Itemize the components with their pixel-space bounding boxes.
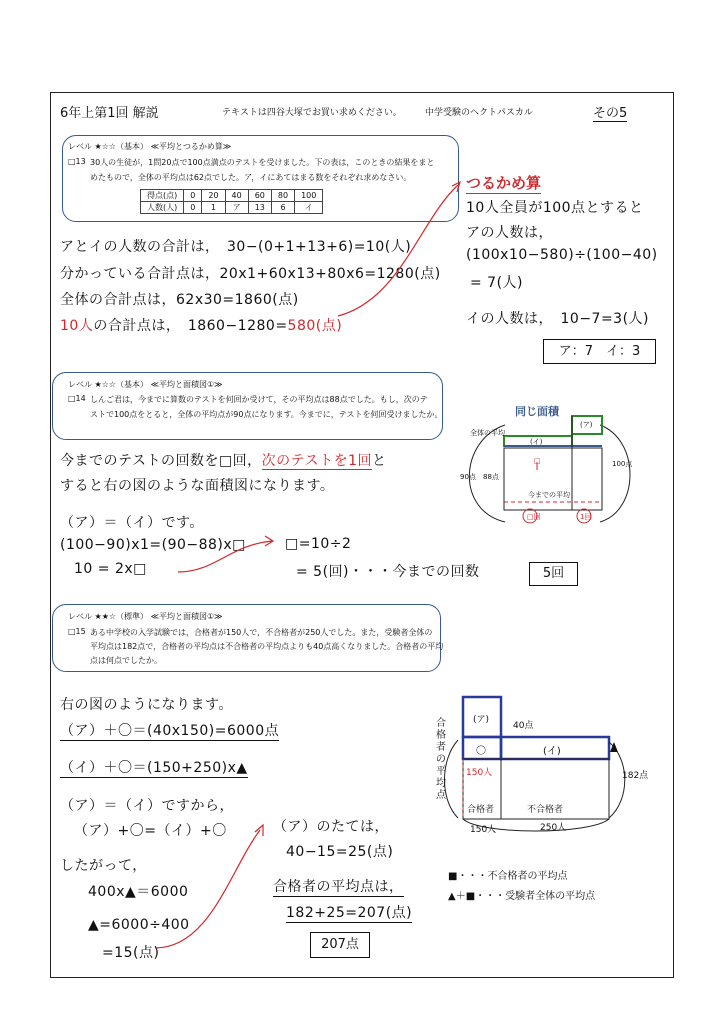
problem3-level: レベル ★★☆（標準） ≪平均と面積図①≫: [68, 612, 223, 621]
intro-line: すると右の図のような面積図になります。: [60, 478, 335, 494]
problem1-level: レベル ★☆☆（基本） ≪平均とつるかめ算≫: [68, 142, 232, 151]
line-text: の合計点は， 1860−1280=: [93, 318, 288, 334]
problem2-number: □14: [68, 394, 86, 403]
equation: (100−90)x1=(90−88)x□: [60, 537, 246, 553]
label-100: 100点: [612, 460, 633, 468]
solution-line: 合格者の平均点は，: [273, 876, 404, 897]
table-cell: 13: [248, 202, 271, 214]
solution-line: 40−15=25(点): [286, 844, 394, 860]
intro-text: 今までのテストの回数を□回，: [60, 453, 262, 469]
kai-label: □回: [527, 513, 541, 521]
solution-line: （ア）＋〇＝(40x150)=6000点: [60, 720, 279, 741]
equation: □=10÷2: [285, 536, 352, 552]
table-cell: 20: [202, 190, 225, 202]
intro-text: と: [372, 453, 387, 469]
tsuru-line: = 7(人): [470, 275, 524, 291]
table-cell: 1: [202, 202, 225, 214]
table-cell: ア: [225, 202, 248, 214]
answer-box: ア：7 イ：3: [543, 339, 656, 364]
solution-line: （イ）＋〇＝(150+250)x▲: [60, 757, 248, 778]
solution-line: 右の図のようになります。: [60, 697, 233, 713]
table-cell: 60: [248, 190, 271, 202]
header-part: その5: [593, 102, 627, 122]
equation: （ア）＝（イ）です。: [60, 515, 204, 531]
pass-label: 合格者: [467, 805, 495, 815]
page-title: 6年上第1回 解説: [60, 106, 159, 121]
fail-label: 不合格者: [527, 805, 564, 815]
label-88: 88点: [483, 473, 499, 481]
table-cell: 0: [184, 202, 202, 214]
problem2-text: ストで100点をとると，全体の平均点が90点になります。今までに，テストを何回受けましたか。: [90, 410, 443, 419]
problem1-number: □13: [68, 157, 86, 166]
solution-line: （ア）+〇=（イ）+〇: [74, 823, 227, 839]
total-avg-label: 全体の平均: [470, 429, 505, 437]
intro-line: [60, 450, 387, 470]
label-90: 90点: [460, 473, 476, 481]
problem2-level: レベル ★☆☆（基本） ≪平均と面積図①≫: [68, 380, 223, 389]
one-label: 1回: [580, 513, 592, 521]
solution-line: ▲=6000÷400: [88, 917, 190, 933]
header-brand: 中学受験のヘクトパスカル: [425, 108, 533, 118]
side-label: 合格者の平均点: [436, 718, 446, 801]
legend-line: ▲＋■・・・受験者全体の平均点: [448, 891, 596, 902]
table-cell: イ: [295, 202, 323, 214]
table-cell: 人数(人): [141, 202, 184, 214]
solution-line: =15(点): [102, 945, 160, 961]
table-cell: 6: [271, 202, 294, 214]
label-a: (ア): [580, 421, 593, 429]
solution-line: アとイの人数の合計は， 30−(0+1+13+6)=10(人): [60, 239, 412, 255]
label-i: (イ): [543, 746, 561, 757]
table-cell: 得点(点): [141, 190, 184, 202]
highlight-text: 580(点): [287, 318, 343, 334]
label-182: 182点: [622, 771, 649, 781]
solution-line: 全体の合計点は，62x30=1860(点): [60, 292, 299, 308]
problem3-text: 点は何点でしたか。: [90, 656, 162, 665]
problem3-number: □15: [68, 627, 86, 636]
highlight-text: 10人: [60, 318, 94, 334]
problem3-text: ある中学校の入学試験では，合格者が150人で，不合格者が250人でした。また，受験者全体の: [90, 628, 433, 637]
kai-box-label: □: [534, 457, 541, 465]
tsuru-title: つるかめ算: [466, 174, 542, 192]
past-avg-label: 今までの平均: [528, 491, 570, 499]
n150-label: 150人: [470, 825, 497, 835]
tsuru-line: 10人全員が100点とすると: [466, 200, 644, 216]
highlight-text: 次のテストを1回: [261, 453, 373, 469]
solution-line: 182+25=207(点): [286, 902, 412, 923]
equation: 10 = 2x□: [74, 561, 147, 577]
answer-box: 207点: [310, 932, 370, 958]
score-table: [140, 189, 323, 214]
solution-line: （ア）のたては，: [273, 819, 389, 835]
solution-line: 400x▲＝6000: [88, 884, 189, 900]
solution-line-4: [60, 315, 342, 335]
table-cell: 80: [271, 190, 294, 202]
solution-line: 分かっている合計点は，20x1+60x13+80x6=1280(点): [60, 266, 441, 282]
circle-label: 〇: [476, 746, 486, 757]
label-i: (イ): [530, 438, 543, 446]
legend-line: ■・・・不合格者の平均点: [448, 871, 568, 882]
label-150-red: 150人: [466, 768, 493, 778]
solution-line: したがって，: [60, 858, 147, 874]
tsuru-line: (100x10−580)÷(100−40): [466, 247, 658, 263]
n250-label: 250人: [540, 823, 567, 833]
tsuru-line: アの人数は，: [466, 225, 553, 241]
header-note: テキストは四谷大塚でお買い求めください。: [222, 108, 402, 118]
table-cell: 100: [295, 190, 323, 202]
same-area-label: 同じ面積: [515, 405, 559, 418]
equation: = 5(回)・・・今までの回数: [296, 564, 480, 580]
table-cell: 0: [184, 190, 202, 202]
problem1-text: 30人の生徒が，1問20点で100点満点のテストを受けました。下の表は，このときの結果をまと: [90, 158, 435, 167]
label-40: 40点: [513, 721, 534, 731]
problem3-text: 平均点は182点で，合格者の平均点は不合格者の平均点よりも40点高くなりました。合格者の平均: [90, 642, 444, 651]
tsuru-line: イの人数は， 10−7=3(人): [466, 311, 650, 327]
solution-line: （ア）＝（イ）ですから，: [60, 798, 234, 814]
label-a: (ア): [473, 715, 490, 725]
table-cell: 40: [225, 190, 248, 202]
problem1-text: めたもので，全体の平均点は62点でした。ア，イにあてはまる数をそれぞれ求めなさい。: [90, 173, 412, 182]
answer-box: 5回: [529, 562, 578, 586]
problem2-text: しんご君は，今までに算数のテストを何回か受けて，その平均点は88点でした。もし，次のテ: [90, 395, 428, 404]
